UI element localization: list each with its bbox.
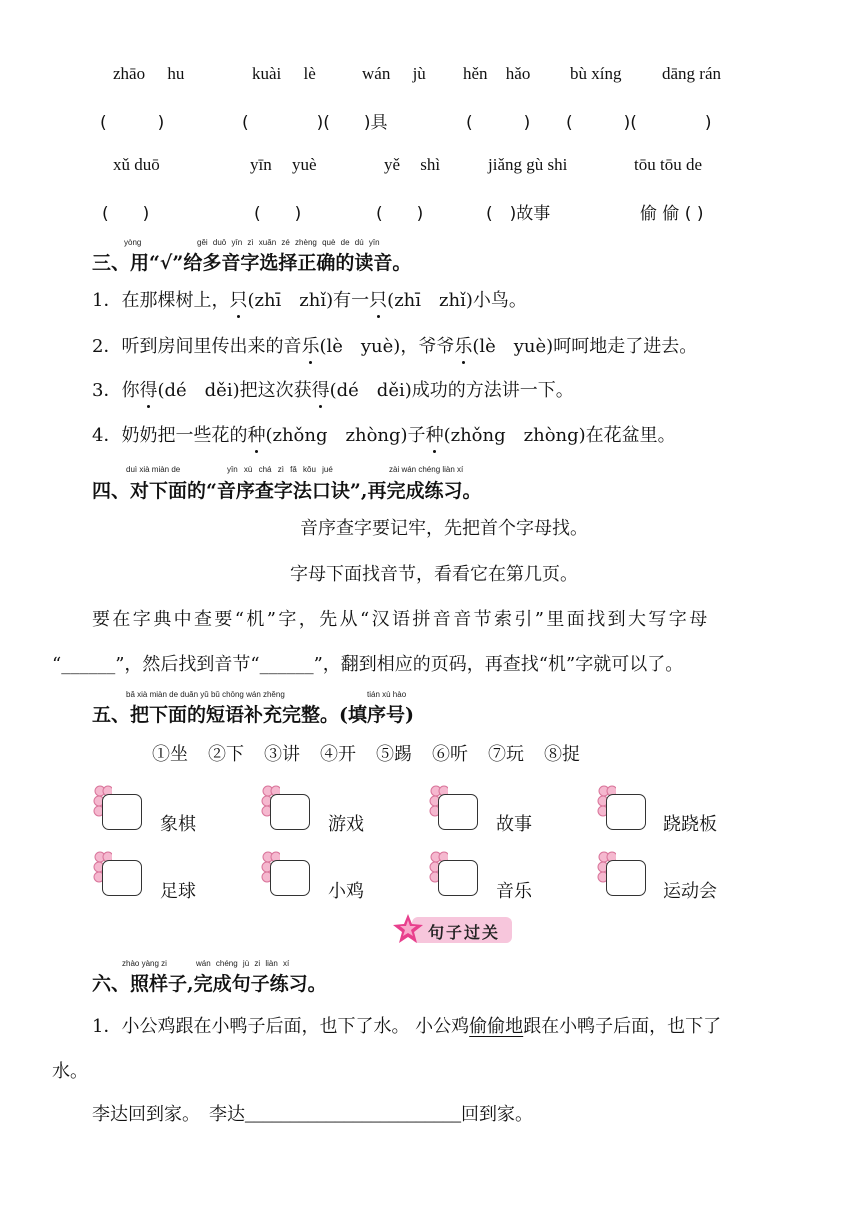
phrase-label: 跷跷板 (663, 814, 717, 835)
item-text: 跟在小鸭子后面，也下了 (523, 1016, 722, 1037)
ruby-annotation: bǎ xià miàn de duǎn yǔ bǔ chōng wán zhěng (126, 690, 285, 699)
item-number: 2． (92, 336, 122, 357)
answer-blank[interactable]: ( )( )具 (242, 113, 388, 133)
ruby-annotation: wán chéng jù zi liàn xí (196, 959, 290, 968)
pinyin-dangran: dāng rán (662, 64, 722, 83)
section-3-title-prefix: 三、用“√” (92, 252, 184, 274)
question-3-1 (92, 286, 527, 312)
item-text: 在那棵树上， (121, 290, 230, 311)
item-number: 1． (92, 1016, 122, 1037)
option-item: ⑦玩 (488, 744, 524, 765)
phrase-label: 运动会 (663, 881, 717, 902)
dotted-char: 只 (229, 286, 247, 312)
dotted-char: 种 (426, 421, 444, 447)
option-item: ②下 (208, 744, 244, 765)
ruby-annotation: yīn xù chá zì fǎ kǒu jué (227, 465, 333, 474)
exercise-sentence (92, 1100, 533, 1126)
section-badge (390, 912, 514, 948)
item-text[interactable]: (zhǒng zhòng)子 (265, 425, 426, 446)
poem-line-2: 字母下面找音节，看看它在第几页。 (290, 564, 578, 585)
paragraph-line-1: 要在字典中查要“机”字，先从“汉语拼音音节索引”里面找到大写字母 (92, 609, 710, 630)
answer-box[interactable] (92, 850, 148, 896)
ruby-annotation: zhào yàng zi (122, 959, 167, 968)
answer-blank[interactable]: ( ) (466, 113, 531, 133)
example-sentence-wrap: 水。 (52, 1061, 88, 1082)
item-text[interactable]: (zhī zhǐ)有一 (247, 290, 370, 311)
item-text: 听到房间里传出来的音 (121, 336, 302, 357)
dotted-char: 乐 (301, 332, 319, 358)
pinyin-buxing: bù xíng (570, 64, 622, 83)
answer-box[interactable] (596, 784, 652, 830)
answer-box[interactable] (596, 850, 652, 896)
item-text[interactable]: (dé děi)把这次获 (157, 380, 312, 401)
phrase-label: 小鸡 (328, 881, 364, 902)
dotted-char: 种 (247, 421, 265, 447)
option-item: ⑧捉 (544, 744, 580, 765)
pinyin-yinyue: yīn yuè (250, 155, 317, 174)
ruby-annotation: gěi duō yīn zì xuǎn zé zhèng què de dú yīn (197, 238, 380, 247)
option-list (152, 740, 580, 766)
item-text[interactable]: (lè yuè)呵呵地走了进去。 (472, 336, 698, 357)
item-text: 奶奶把一些花的 (121, 425, 248, 446)
answer-blank[interactable]: ( )故事 (486, 204, 551, 224)
dotted-char: 只 (369, 286, 387, 312)
ruby-annotation: duì xià miàn de (126, 465, 181, 474)
answer-box[interactable] (260, 784, 316, 830)
option-item: ⑥听 (432, 744, 468, 765)
phrase-label: 游戏 (328, 814, 364, 835)
section-4-title: 四、对下面的“音序查字法口诀”,再完成练习。 (92, 480, 482, 502)
answer-line[interactable]: ________________________ (245, 1104, 461, 1124)
item-text[interactable]: (zhǒng zhòng)在花盆里。 (443, 425, 676, 446)
dotted-char: 得 (312, 376, 330, 402)
item-number: 4． (92, 425, 122, 446)
option-item: ④开 (320, 744, 356, 765)
pinyin-kuaile: kuài lè (252, 64, 316, 83)
item-text: 回到家。 (461, 1104, 533, 1125)
paragraph-line-2[interactable]: “______”，然后找到音节“______”，翻到相应的页码，再查找“机”字就可以了。 (52, 654, 684, 675)
phrase-label: 足球 (160, 881, 196, 902)
pinyin-yeshi: yě shì (384, 155, 441, 174)
answer-blank[interactable]: ( ) (102, 204, 150, 224)
item-number: 1． (92, 290, 122, 311)
item-text: 李达回到家。 李达 (92, 1104, 245, 1125)
answer-box[interactable] (92, 784, 148, 830)
ruby-annotation: zài wán chéng liàn xí (389, 465, 464, 474)
option-item: ⑤踢 (376, 744, 412, 765)
pinyin-zhaohu: zhāo hu (113, 64, 185, 83)
question-3-2 (92, 332, 697, 358)
pinyin-henhao: hěn hǎo (463, 64, 531, 83)
badge-label: 句子过关 (428, 923, 501, 942)
section-3-title (92, 248, 411, 275)
section-6-title: 六、照样子,完成句子练习。 (92, 973, 327, 995)
answer-box[interactable] (260, 850, 316, 896)
section-3-title-main: 给多音字选择正确的读音。 (183, 252, 412, 274)
item-number: 3． (92, 380, 122, 401)
pinyin-jianggushi: jiǎng gù shi (488, 155, 568, 174)
question-3-3 (92, 376, 574, 402)
answer-box[interactable] (428, 784, 484, 830)
item-text[interactable]: (dé děi)成功的方法讲一下。 (329, 380, 574, 401)
answer-blank[interactable]: ( )( ) (566, 113, 712, 133)
question-3-4 (92, 421, 676, 447)
section-5-title: 五、把下面的短语补充完整。(填序号) (92, 704, 414, 726)
pinyin-wanju: wán jù (362, 64, 426, 83)
phrase-label: 音乐 (496, 881, 532, 902)
item-text: 你 (121, 380, 140, 401)
option-item: ①坐 (152, 744, 188, 765)
item-text: 小公鸡跟在小鸭子后面，也下了水。 小公鸡 (121, 1016, 470, 1037)
dotted-char: 得 (139, 376, 157, 402)
phrase-label: 象棋 (160, 814, 196, 835)
phrase-label: 故事 (496, 814, 532, 835)
item-text[interactable]: (zhī zhǐ)小鸟。 (387, 290, 527, 311)
answer-blank[interactable]: ( ) (100, 113, 165, 133)
item-text[interactable]: (lè yuè)，爷爷 (319, 336, 455, 357)
ruby-annotation: tián xù hào (367, 690, 407, 699)
underlined-phrase: 偷偷地 (469, 1016, 524, 1037)
poem-line-1: 音序查字要记牢，先把首个字母找。 (300, 518, 588, 539)
answer-blank[interactable]: ( ) (376, 204, 424, 224)
example-sentence (92, 1012, 721, 1038)
answer-blank[interactable]: ( ) (254, 204, 302, 224)
option-item: ③讲 (264, 744, 300, 765)
answer-box[interactable] (428, 850, 484, 896)
ruby-annotation: yòng (124, 238, 142, 247)
answer-blank[interactable]: 偷 偷 ( ) (640, 204, 704, 224)
pinyin-toutoude: tōu tōu de (634, 155, 702, 174)
dotted-char: 乐 (454, 332, 472, 358)
pinyin-xuduo: xǔ duō (113, 155, 160, 174)
